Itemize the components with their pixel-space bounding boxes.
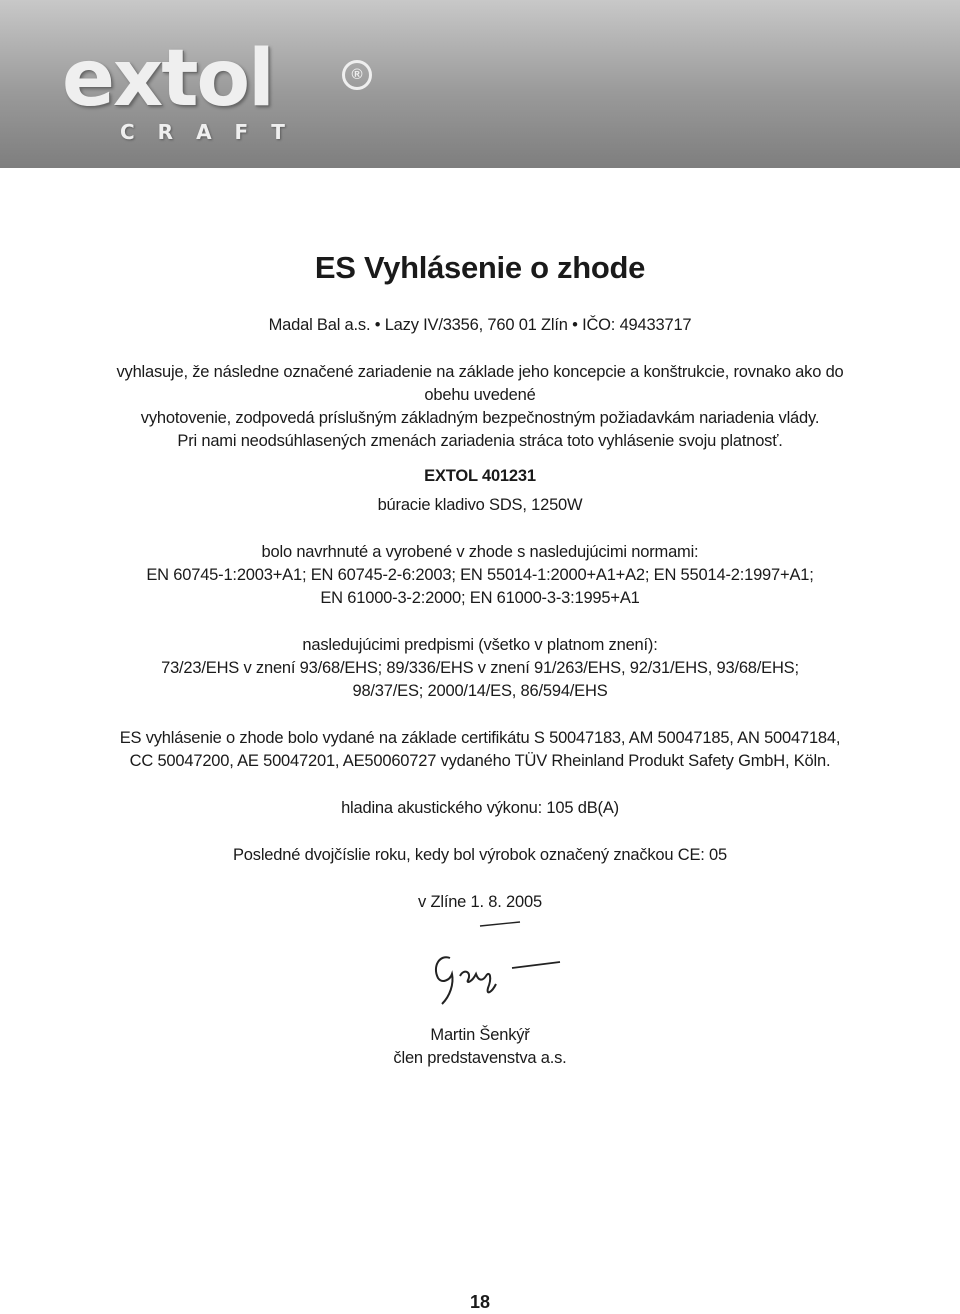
intro-line: Pri nami neodsúhlasených zmenách zariadenia stráca toto vyhlásenie svoju platnosť. [177, 432, 783, 450]
page-title: ES Vyhlásenie o zhode [314, 250, 646, 285]
company-line: Madal Bal a.s. • Lazy IV/3356, 760 01 Zlín • IČO: 49433717 [268, 316, 692, 334]
product-name: búracie kladivo SDS, 1250W [377, 496, 583, 514]
intro-line: vyhlasuje, že následne označené zariadenie na základe jeho koncepcie a konštrukcie, rovnako ako do obehu uvedené [116, 363, 844, 404]
norms-line: EN 60745-1:2003+A1; EN 60745-2-6:2003; EN 55014-1:2000+A1+A2; EN 55014-2:1997+A1; [146, 566, 814, 584]
acoustic-power: hladina akustického výkonu: 105 dB(A) [341, 799, 619, 817]
signer-role: člen predstavenstva a.s. [393, 1049, 567, 1067]
regulations-intro: nasledujúcimi predpismi (všetko v platnom znení): [302, 636, 658, 654]
registered-mark-icon: ® [342, 60, 372, 90]
certificate-line: ES vyhlásenie o zhode bolo vydané na základe certifikátu S 50047183, AM 50047185, AN 50047184, [119, 729, 841, 747]
place-date: v Zlíne 1. 8. 2005 [418, 893, 542, 911]
regulations-line: 73/23/EHS v znení 93/68/EHS; 89/336/EHS v znení 91/263/EHS, 92/31/EHS, 93/68/EHS; [161, 659, 799, 677]
header-band [0, 0, 960, 168]
certificate-line: CC 50047200, AE 50047201, AE50060727 vydaného TÜV Rheinland Produkt Safety GmbH, Köln. [129, 752, 831, 770]
norms-line: EN 61000-3-2:2000; EN 61000-3-3:1995+A1 [320, 589, 640, 607]
declaration-body [100, 250, 860, 1070]
regulations-line: 98/37/ES; 2000/14/ES, 86/594/EHS [352, 682, 608, 700]
handwritten-signature [420, 918, 580, 1008]
signature-block [100, 914, 860, 1024]
page-number: 18 [469, 1292, 491, 1312]
logo-wordmark: extol [62, 34, 273, 124]
extol-craft-logo [62, 34, 372, 144]
signer-name: Martin Šenkýř [430, 1026, 530, 1044]
product-code: EXTOL 401231 [424, 467, 536, 485]
ce-marking-year: Posledné dvojčíslie roku, kedy bol výrobok označený značkou CE: 05 [233, 846, 727, 864]
norms-intro: bolo navrhnuté a vyrobené v zhode s nasledujúcimi normami: [261, 543, 699, 561]
intro-line: vyhotovenie, zodpovedá príslušným základným bezpečnostným požiadavkám nariadenia vlády. [140, 409, 820, 427]
logo-subtitle: CRAFT [120, 120, 308, 144]
